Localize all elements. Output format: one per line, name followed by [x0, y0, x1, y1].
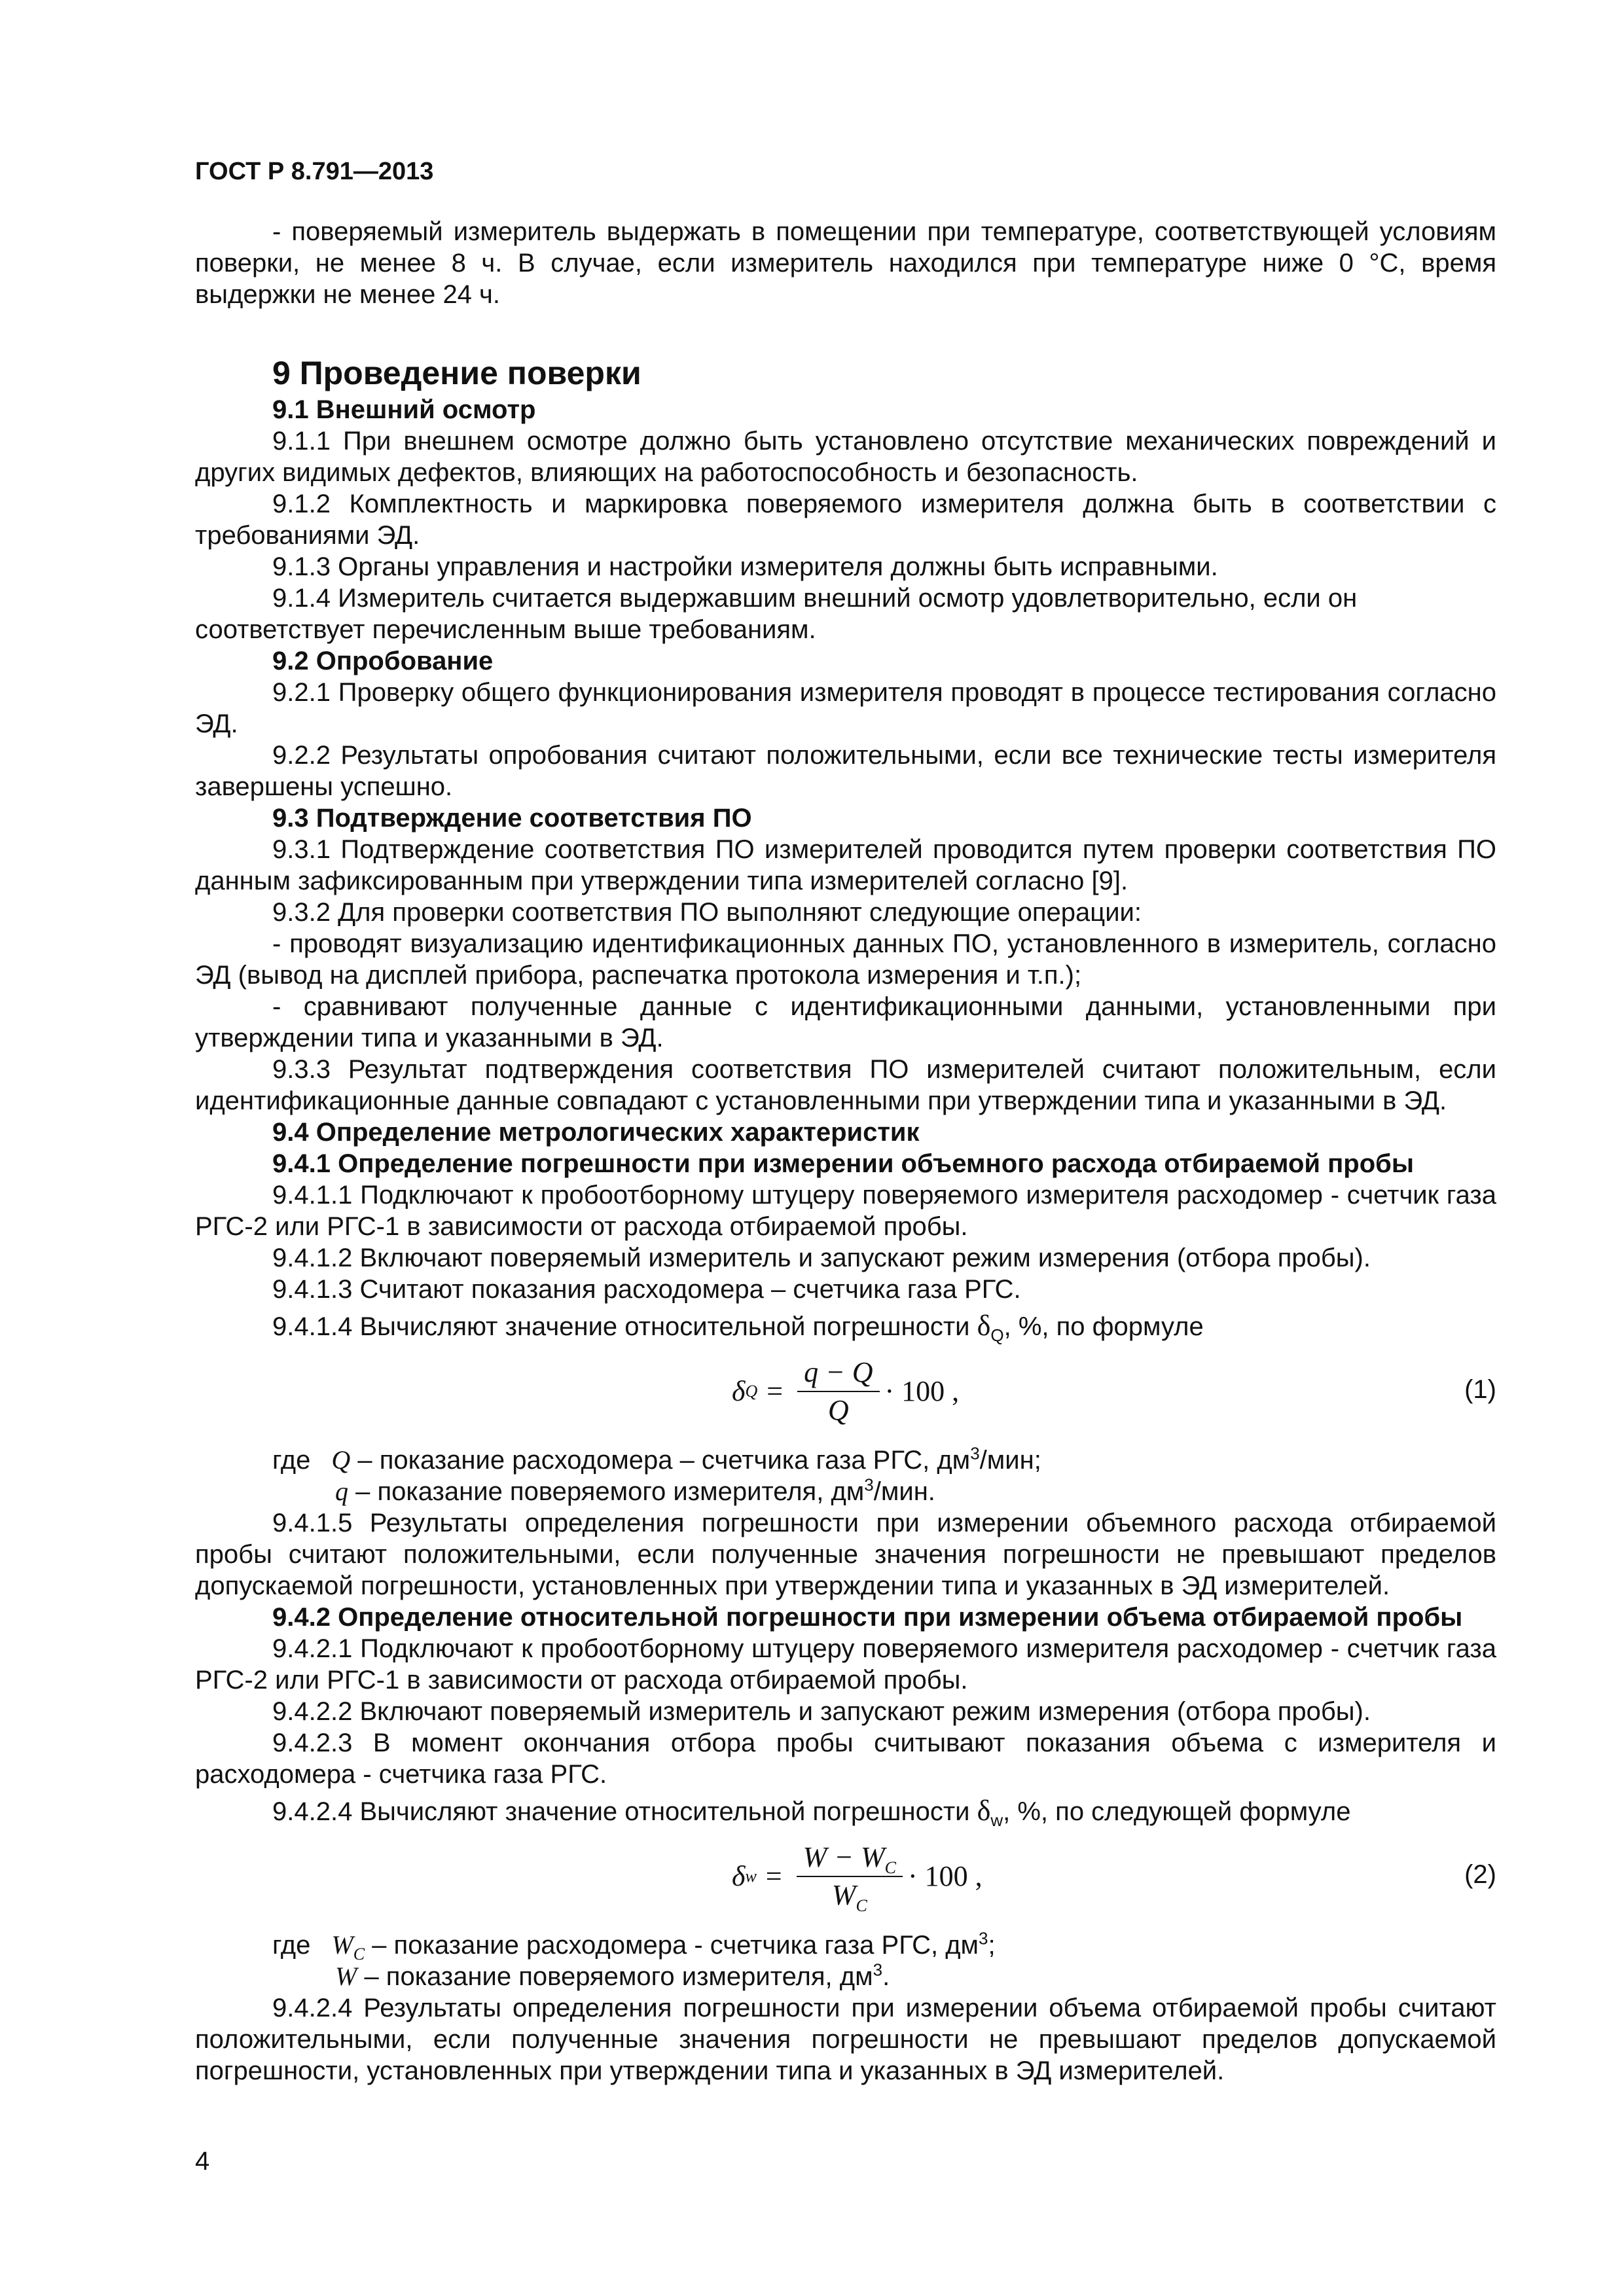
paragraph-9-3-3: 9.3.3 Результат подтверждения соответствия ПО измерителей считают положительным, если идентификационные данные совпадают с установленными при утверждении типа и указанными в ЭД. [195, 1055, 1496, 1115]
formula-1-numerator: q − Q [797, 1357, 879, 1392]
where-label-2: где [272, 1931, 311, 1960]
delta-w-subscript: w [990, 1810, 1003, 1830]
where-q-tail: /мин; [979, 1446, 1041, 1475]
section-9-3-title: 9.3 Подтверждение соответствия ПО [272, 804, 752, 833]
where-lower-q-symbol: q [335, 1477, 348, 1506]
paragraph-9-4-1-4-tail: , %, по формуле [1003, 1312, 1204, 1341]
where-lower-q-line [195, 1476, 1496, 1507]
formula-2 [195, 1834, 1496, 1926]
formula-1 [195, 1349, 1496, 1441]
formula-2-lhs: δ [732, 1860, 746, 1892]
section-9-title: 9 Проведение поверки [272, 355, 641, 391]
where-w-line [195, 1961, 1496, 1992]
where-q-sup: 3 [970, 1443, 980, 1463]
formula-2-body: δ w = $\frac{W - W_C}{W_C}$ · 100 , [732, 1841, 983, 1915]
paragraph-9-4-1-3: 9.4.1.3 Считают показания расходомера – счетчика газа РГС. [272, 1275, 1021, 1304]
section-9-4-1-title: 9.4.1 Определение погрешности при измерении объемного расхода отбираемой пробы [272, 1149, 1415, 1178]
where-q-line [195, 1444, 1496, 1476]
section-9-2-title: 9.2 Опробование [272, 647, 494, 675]
formula-2-numerator-text: W − W [803, 1841, 885, 1873]
formula-1-eq: = [767, 1375, 784, 1407]
paragraph-9-4-1-4 [195, 1310, 1496, 1345]
paragraph-9-2-2: 9.2.2 Результаты опробования считают положительными, если все технические тесты измерителя завершены успешно. [195, 741, 1496, 801]
where-q-symbol: Q [331, 1445, 351, 1475]
document-body [195, 216, 1496, 2087]
paragraph-9-4-1-4-text: 9.4.1.4 Вычисляют значение относительной погрешности [272, 1312, 970, 1341]
delta-q-symbol: δ [977, 1310, 991, 1342]
paragraph-9-4-1-2: 9.4.1.2 Включают поверяемый измеритель и запускают режим измерения (отбора пробы). [272, 1244, 1371, 1272]
formula-2-eq: = [765, 1860, 782, 1892]
paragraph-9-4-2-2: 9.4.2.2 Включают поверяемый измеритель и запускают режим измерения (отбора пробы). [272, 1697, 1371, 1726]
formula-1-denominator: Q [827, 1394, 849, 1426]
paragraph-9-4-2-3: 9.4.2.3 В момент окончания отбора пробы считывают показания объема с измерителя и расходомера - счетчика газа РГС. [195, 1729, 1496, 1789]
where-wc-text: – показание расходомера - счетчика газа РГС, дм [365, 1931, 979, 1960]
where-wc-sub: C [353, 1945, 365, 1964]
formula-1-lhs: δ [732, 1375, 746, 1407]
where-w-tail: . [882, 1962, 890, 1991]
where-lower-q-sup: 3 [864, 1475, 874, 1495]
formula-2-mult: · 100 , [907, 1860, 983, 1892]
intro-paragraph: - поверяемый измеритель выдержать в помещении при температуре, соответствующей условиям поверки, не менее 8 ч. В случае, если измеритель находился при температуре ниже 0 °С, время выдержки не менее 24 ч. [195, 217, 1496, 309]
paragraph-9-2-1: 9.2.1 Проверку общего функционирования измерителя проводят в процессе тестирования согласно ЭД. [195, 678, 1496, 738]
where-lower-q-text: – показание поверяемого измерителя, дм [348, 1477, 865, 1506]
section-9-1-title: 9.1 Внешний осмотр [272, 395, 536, 424]
paragraph-9-4-1-5: 9.4.1.5 Результаты определения погрешности при измерении объемного расхода отбираемой пробы считают положительными, если полученные значения погрешности не превышают пределов допускаемой погрешности, установленных при утверждении типа и указанных в ЭД измерителей. [195, 1509, 1496, 1600]
paragraph-9-4-2-4-tail: , %, по следующей формуле [1003, 1797, 1351, 1826]
formula-2-denominator-text: W [831, 1879, 856, 1911]
formula-2-numerator [797, 1842, 903, 1877]
paragraph-9-4-2-4 [195, 1795, 1496, 1830]
formula-2-denominator [831, 1877, 867, 1915]
paragraph-9-1-3: 9.1.3 Органы управления и настройки измерителя должны быть исправными. [272, 552, 1218, 581]
delta-w-symbol: δ [977, 1795, 991, 1827]
where-w-sup: 3 [873, 1960, 883, 1980]
where-wc-line [195, 1928, 1496, 1964]
where-wc-sup: 3 [979, 1928, 988, 1948]
formula-2-number: (2) [1464, 1860, 1496, 1889]
paragraph-9-1-4: 9.1.4 Измеритель считается выдержавшим внешний осмотр удовлетворительно, если он соответствует перечисленным выше требованиям. [195, 584, 1358, 644]
formula-1-mult: · 100 , [884, 1375, 960, 1407]
formula-1-body: δ Q = $\frac{q - Q}{Q}$ · 100 , [732, 1356, 960, 1426]
section-9-4-title: 9.4 Определение метрологических характеристик [272, 1118, 920, 1147]
paragraph-9-4-1-1: 9.4.1.1 Подключают к пробоотборному штуцеру поверяемого измерителя расходомер - счетчик газа РГС-2 или РГС-1 в зависимости от расхода отбираемой пробы. [195, 1181, 1496, 1241]
formula-1-number: (1) [1464, 1375, 1496, 1404]
paragraph-9-1-2: 9.1.2 Комплектность и маркировка поверяемого измерителя должна быть в соответствии с требованиями ЭД. [195, 490, 1496, 550]
where-q-text: – показание расходомера – счетчика газа РГС, дм [350, 1446, 971, 1475]
paragraph-9-3-1: 9.3.1 Подтверждение соответствия ПО измерителей проводится путем проверки соответствия ПО данным зафиксированным при утверждении типа измерителей согласно [9]. [195, 835, 1496, 895]
where-lower-q-tail: /мин. [873, 1477, 935, 1506]
formula-2-fraction [797, 1841, 903, 1915]
formula-2-denominator-sub: C [856, 1895, 867, 1915]
where-w-symbol: W [335, 1962, 357, 1991]
paragraph-9-4-2-4-text: 9.4.2.4 Вычисляют значение относительной погрешности [272, 1797, 970, 1826]
where-wc-tail: ; [988, 1931, 996, 1960]
paragraph-9-4-2-1: 9.4.2.1 Подключают к пробоотборному штуцеру поверяемого измерителя расходомер - счетчик газа РГС-2 или РГС-1 в зависимости от расхода отбираемой пробы. [195, 1634, 1496, 1695]
formula-2-numerator-sub: C [884, 1857, 896, 1877]
where-label: где [272, 1446, 311, 1475]
list-item-compare: - сравнивают полученные данные с идентификационными данными, установленными при утверждении типа и указанными в ЭД. [195, 992, 1496, 1052]
section-9-4-2-title: 9.4.2 Определение относительной погрешности при измерении объема отбираемой пробы [272, 1603, 1463, 1632]
delta-q-subscript: Q [990, 1325, 1004, 1345]
page-number: 4 [195, 2147, 210, 2176]
paragraph-9-4-2-4-results: 9.4.2.4 Результаты определения погрешности при измерении объема отбираемой пробы считают положительными, если полученные значения погрешности не превышают пределов допускаемой погрешности, установленных при утверждении типа и указанных в ЭД измерителей. [195, 1994, 1496, 2085]
paragraph-9-3-2: 9.3.2 Для проверки соответствия ПО выполняют следующие операции: [272, 898, 1142, 927]
paragraph-9-1-1: 9.1.1 При внешнем осмотре должно быть установлено отсутствие механических повреждений и других видимых дефектов, влияющих на работоспособность и безопасность. [195, 427, 1496, 487]
where-w-text: – показание поверяемого измерителя, дм [357, 1962, 873, 1991]
list-item-visualization: - проводят визуализацию идентификационных данных ПО, установленного в измеритель, согласно ЭД (вывод на дисплей прибора, распечатка протокола измерения и т.п.); [195, 929, 1496, 990]
where-wc-symbol: W [331, 1930, 353, 1960]
document-header: ГОСТ Р 8.791—2013 [195, 158, 434, 185]
formula-1-fraction [797, 1357, 879, 1426]
